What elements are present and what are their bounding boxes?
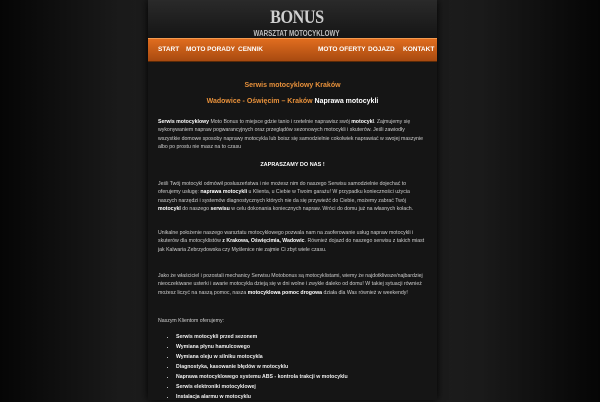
p4-b: motocyklowa pomoc drogowa [247,289,323,296]
p2-b: naprawa motocykli [200,189,248,196]
intro-bold-1: Serwis motocyklowy [158,119,210,125]
nav-start[interactable]: START [158,46,180,53]
p3-a: Unikalne położenie naszego warsztatu motocyklowego pozwala nam na zaoferowanie usług napraw motocykli i skuterów dla motocyklistów [158,230,414,245]
location-paragraph [158,229,428,254]
p3-c: . Również dojazd do naszego serwisu z takich miast jak Kalwaria Zebrzydowska czy Myślenice nie zajmie Ci zbyt wiele czasu. [158,238,425,253]
service-item: • Instalacja alarmu w motocyklu [176,392,426,402]
intro-text-2: . Zajmujemy się wykonywaniem napraw pogwarancyjnych oraz przeglądów sezonowych motocykli i skuterów. Jeśli zawiodły wszystkie domowe sposoby naprawy motocykla lub boisz się samodzielnie cokolwiek naprawiać w swojej maszynie albo po prostu nie masz na to czasu [158,119,423,151]
site-header [148,0,437,38]
subheadline-rest: Naprawa motocykli [312,98,379,105]
page-subheadline [148,98,437,105]
nav-moto-oferty[interactable]: MOTO OFERTY [318,46,366,53]
service-item: • Serwis motocykli przed sezonem [176,332,426,342]
intro-text-1: Moto Bonus to miejsce gdzie tanio i rzetelnie naprawisz swój [209,119,352,125]
p2-c: u Klienta, u Ciebie w Twoim garażu! W przypadku konieczności użycia naszych narzędzi i systemów diagnostycznych których nie da się przywieźć do Ciebie, możemy zabrać Twój [158,189,410,204]
services-list [166,332,426,402]
p4-c: działa dla Was również w weekendy! [322,289,408,296]
p3-b: z Krakowa, Oświęcimia, Wadowic [222,238,305,245]
intro-bold-2: motocykl [351,119,374,125]
service-item: • Naprawa motocyklowego systemu ABS - kontrola trakcji w motocyklu [176,372,426,382]
p2-a: Jeśli Twój motocykl odmówił posłuszeństwa i nie możesz nim do naszego Serwisu samodzielnie dojechać to oferujemy usługę: [158,181,407,196]
p2-e: do naszego [180,206,211,213]
brand-subtitle[interactable]: WARSZTAT MOTOCYKLOWY [253,29,340,38]
p2-g: w celu dokonania koniecznych napraw. Wróci do domu już na własnych kołach. [229,206,414,213]
roadside-paragraph [158,272,428,297]
p2-d: motocykl [158,206,181,213]
service-item: • Diagnostyka, kasowanie błędów w motocyklu [176,362,426,372]
p2-f: serwisu [210,206,230,213]
nav-cennik[interactable]: CENNIK [238,46,263,53]
service-item: • Serwis elektroniki motocyklowej [176,382,426,392]
invite-heading: ZAPRASZAMY DO NAS ! [260,162,325,168]
main-nav [148,38,437,62]
brand-title[interactable]: BONUS [270,7,324,28]
service-item: • Wymiana płynu hamulcowego [176,342,426,352]
main-content [148,62,437,400]
subheadline-towns: Wadowice - Oświęcim – Kraków [206,98,313,105]
nav-kontakt[interactable]: KONTAKT [403,46,435,53]
page-headline: Serwis motocyklowy Kraków [244,82,341,89]
clients-intro: Naszym Klientom oferujemy: [158,318,225,324]
home-repair-paragraph [158,180,428,214]
p4-a: Jako że właściciel i pozostali mechanicy Serwisu Motobonus są motocyklistami, wiemy że najdotkliwsze/najbardziej nieoczekiwane usterki i awarie motocykla dzieją się w dni wolne i zwykle daleko od domu! W takiej sytuacji również możesz liczyć na naszą pomoc, nasza [158,273,423,296]
page-frame [148,0,437,400]
service-item: • Wymiana oleju w silniku motocykla [176,352,426,362]
intro-paragraph [158,118,428,152]
nav-dojazd[interactable]: DOJAZD [368,46,395,53]
nav-moto-porady[interactable]: MOTO PORADY [186,46,235,53]
